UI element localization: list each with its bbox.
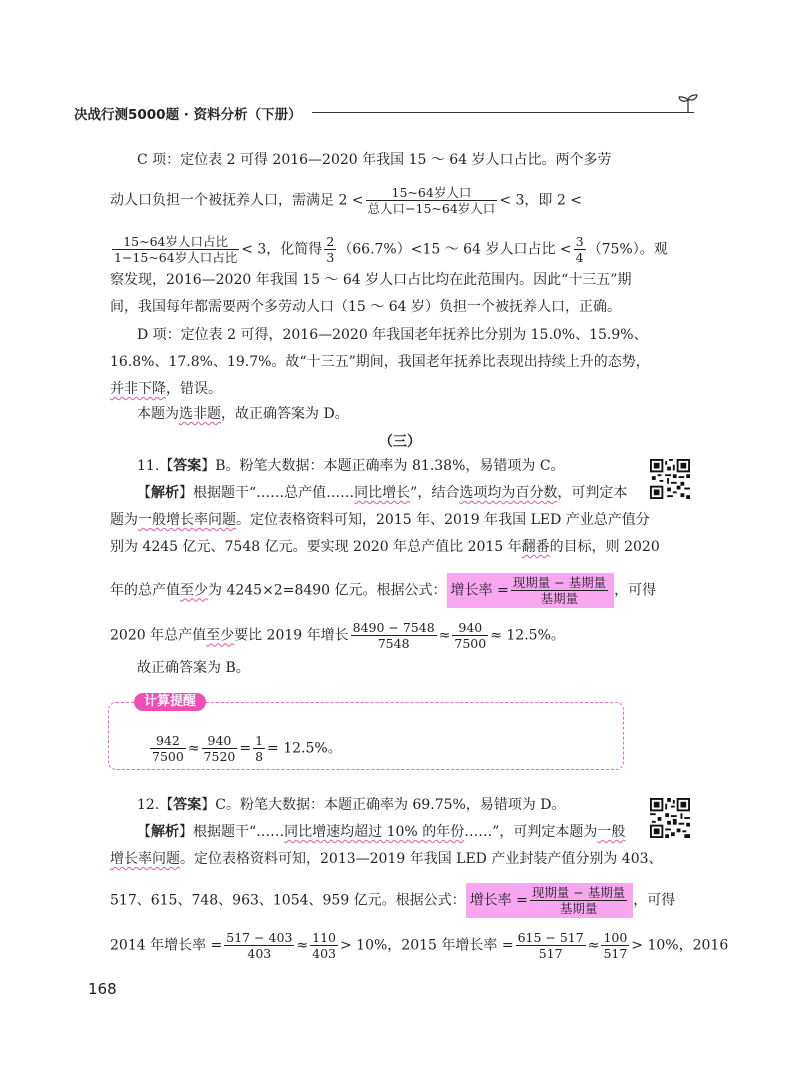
text: 】B。粉笔大数据：本题正确率为 81.38%，易错项为 C。: [201, 458, 565, 474]
text: ，故正确答案为 D。: [221, 406, 349, 422]
text: （75%）。观: [587, 241, 668, 258]
fraction: [530, 885, 627, 916]
text: 【: [137, 824, 151, 840]
q11-answer-line: [137, 456, 565, 476]
text: ，错误。: [166, 381, 222, 397]
text: > 10%，2016: [631, 937, 729, 954]
formula-highlight: [466, 883, 634, 918]
fraction: [574, 234, 586, 265]
header-rule: [312, 112, 694, 113]
c-item-line-3: [110, 234, 668, 265]
text: 要比 2019 年增长: [234, 627, 349, 644]
d-item-line-3: [110, 379, 222, 399]
text: 【: [137, 485, 151, 501]
numerator: 现期量 − 基期量: [512, 575, 607, 590]
formula-highlight: [447, 573, 615, 608]
denominator: 517: [603, 946, 628, 961]
text: =: [239, 740, 252, 757]
text: 。定位表格资料可知，2015 年、2019 年我国 LED 产业总产值分: [236, 512, 650, 528]
emphasis-text: 并非下降: [110, 381, 166, 397]
section-title: （三）: [379, 434, 421, 450]
text: ，可判定本: [557, 485, 628, 501]
text: ≈: [187, 740, 200, 757]
emphasis-text: 增长率问题: [110, 851, 180, 867]
denominator: 517: [538, 946, 563, 961]
d-item-line-2: 16.8%、17.8%、19.7%。故“十三五”期间，我国老年抚养比表现出持续上升的态势，: [110, 354, 650, 370]
emphasis-text: 同比增长: [354, 485, 411, 501]
text: ，可得: [614, 582, 657, 599]
qr-code-icon[interactable]: [650, 798, 690, 838]
text: 年的总产值: [110, 582, 180, 599]
q12-analysis-line-1: [137, 822, 625, 842]
denominator: 基期量: [559, 901, 598, 916]
text: 的目标，则 2020: [549, 539, 660, 555]
text: ≈: [438, 627, 451, 644]
numerator: 15~64岁人口: [366, 185, 498, 201]
qr-code-icon[interactable]: [650, 459, 690, 499]
denominator: 1−15~64岁人口占比: [114, 250, 238, 265]
text: 题为: [110, 512, 138, 528]
denominator: 3: [326, 250, 335, 265]
fraction: [324, 234, 336, 265]
text: 。定位表格资料可知，2013—2019 年我国 LED 产业封装产值分别为 403、: [180, 851, 663, 867]
q12-analysis-line-4: [110, 930, 728, 961]
emphasis-text: 至少: [206, 627, 235, 644]
q11-analysis-line-3: [110, 537, 660, 557]
q11-analysis-line-5: [110, 620, 565, 651]
c-item-line-5: 间，我国每年都需要两个多劳动人口（15 ～ 64 岁）负担一个被抚养人口，正确。: [110, 299, 621, 315]
q11-analysis-line-2: [110, 510, 650, 530]
numerator: 现期量 − 基期量: [531, 885, 626, 900]
text: ”，结合: [410, 485, 460, 501]
text: 2014 年增长率 =: [110, 937, 223, 954]
q12-answer-line: [137, 795, 565, 815]
numerator: 100: [603, 930, 628, 945]
text: < 3，化简得: [241, 241, 323, 258]
text: 】根据题干“……总产值……: [179, 485, 355, 501]
analysis-label: 解析: [151, 485, 179, 501]
text: ≈: [296, 937, 309, 954]
emphasis-text: 至少: [180, 582, 208, 599]
denominator: 8: [255, 749, 264, 764]
fraction: [511, 575, 608, 606]
fraction: [202, 733, 238, 764]
text: 11.【: [137, 458, 174, 474]
text: = 12.5%。: [267, 740, 342, 757]
text: ≈: [587, 937, 600, 954]
text: 517、615、748、963、1054、959 亿元。根据公式：: [110, 892, 466, 909]
denominator: 总人口−15~64岁人口: [367, 201, 496, 216]
fraction: [310, 930, 338, 961]
text: 动人口负担一个被抚养人口，需满足 2 <: [110, 192, 364, 209]
emphasis-text: 一般: [597, 824, 626, 840]
c-item-line-2: [110, 185, 582, 216]
text: ……”，可判定本题为: [464, 824, 598, 840]
text: > 10%，2015 年增长率 =: [340, 937, 514, 954]
numerator: 940: [452, 620, 488, 636]
denominator: 7548: [377, 636, 410, 651]
q12-analysis-line-2: [110, 849, 663, 869]
fraction: [601, 930, 629, 961]
text: 本题为: [137, 406, 179, 422]
fraction: [112, 234, 239, 265]
text: 别为 4245 亿元、7548 亿元。要实现 2020 年总产值比 2015 年: [110, 539, 522, 555]
numerator: 517 − 403: [226, 930, 293, 945]
numerator: 110: [312, 930, 336, 945]
emphasis-text: 一般增长率问题: [138, 512, 236, 528]
text: （66.7%）<15 ～ 64 岁人口占比 <: [338, 241, 572, 258]
emphasis-text: 翻番: [521, 539, 550, 555]
fraction: [253, 733, 265, 764]
answer-label: 答案: [173, 797, 202, 813]
denominator: 403: [312, 946, 336, 961]
numerator: 2: [326, 234, 335, 249]
analysis-label: 解析: [151, 824, 179, 840]
emphasis-text: 选项均为百分数: [459, 485, 558, 501]
formula-lhs: 增长率 =: [450, 582, 509, 599]
text: < 3，即 2 <: [499, 192, 582, 209]
emphasis-text: 同比增速均超过 10% 的年份: [284, 824, 465, 840]
denominator: 7500: [454, 636, 487, 651]
denominator: 7500: [152, 749, 184, 764]
fraction: [516, 930, 586, 961]
tip-formula: [148, 733, 342, 764]
numerator: 942: [150, 733, 186, 749]
emphasis-text: 选非题: [179, 406, 221, 422]
text: 】根据题干“……: [179, 824, 285, 840]
numerator: 3: [575, 234, 584, 249]
numerator: 8490 − 7548: [352, 620, 435, 635]
sprout-icon: [676, 90, 700, 114]
text: 12.【: [137, 797, 174, 813]
denominator: 403: [247, 946, 272, 961]
conclusion-line: [137, 404, 349, 424]
text: ，可得: [633, 892, 676, 909]
fraction: [452, 620, 488, 651]
numerator: 615 − 517: [517, 930, 584, 945]
text: ≈ 12.5%。: [490, 627, 565, 644]
text: 】C。粉笔大数据：本题正确率为 69.75%，易错项为 D。: [201, 797, 566, 813]
text: 为 4245×2=8490 亿元。根据公式：: [208, 582, 447, 599]
page-number: 168: [88, 980, 117, 998]
text: 2020 年总产值: [110, 627, 207, 644]
denominator: 4: [575, 250, 584, 265]
numerator: 940: [202, 733, 238, 749]
fraction: [366, 185, 498, 216]
c-item-line-1: C 项：定位表 2 可得 2016—2020 年我国 15 ～ 64 岁人口占比。两个多劳: [137, 152, 612, 168]
q11-conclusion: 故正确答案为 B。: [137, 660, 250, 676]
d-item-line-1: D 项：定位表 2 可得，2016—2020 年我国老年抚养比分别为 15.0%、15.9%、: [137, 327, 648, 343]
header-title: 决战行测5000题 · 资料分析（下册）: [74, 107, 302, 123]
fraction: [150, 733, 186, 764]
formula-lhs: 增长率 =: [469, 892, 528, 909]
c-item-line-4: 察发现，2016—2020 年我国 15 ～ 64 岁人口占比均在此范围内。因此“十三五”期: [110, 272, 632, 288]
answer-label: 答案: [173, 458, 202, 474]
q11-analysis-line-4: [110, 573, 656, 608]
denominator: 7520: [203, 749, 236, 764]
denominator: 基期量: [540, 591, 579, 606]
fraction: [351, 620, 437, 651]
calculation-tip-label: 计算提醒: [134, 693, 206, 711]
fraction: [224, 930, 294, 961]
q12-analysis-line-3: [110, 883, 675, 918]
numerator: 15~64岁人口占比: [112, 234, 239, 250]
numerator: 1: [255, 733, 264, 748]
q11-analysis-line-1: [137, 483, 627, 503]
